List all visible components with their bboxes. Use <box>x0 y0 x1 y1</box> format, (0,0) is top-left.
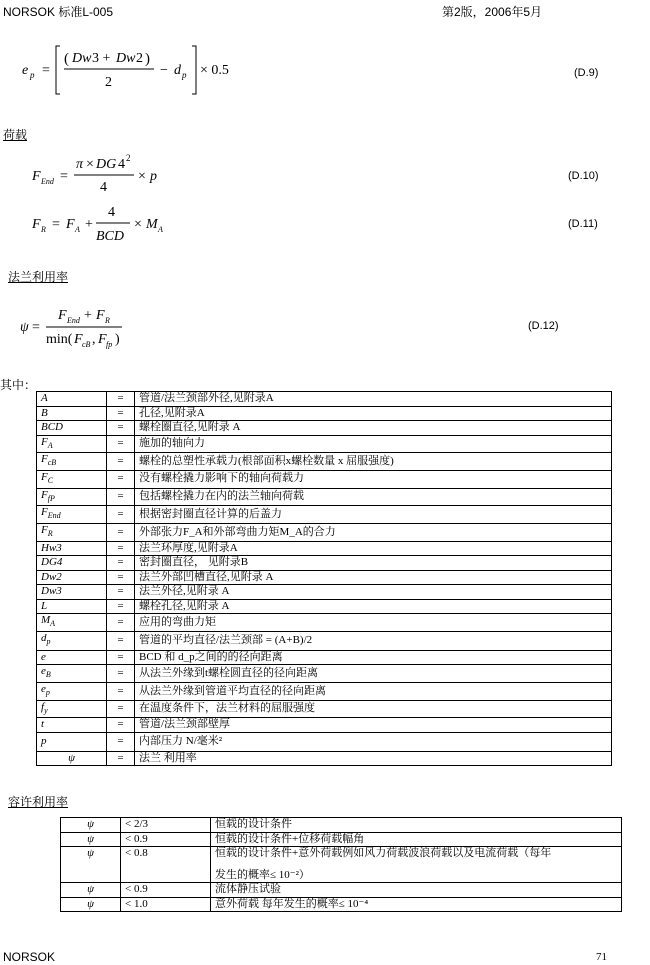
symbol-cell: ψ <box>61 883 121 898</box>
equals-cell: = <box>107 614 135 632</box>
description-cell: 在温度条件下，法兰材料的屈服强度 <box>135 700 612 718</box>
limit-cell: < 2/3 <box>121 818 211 833</box>
symbol-row <box>37 421 612 436</box>
svg-text:): ) <box>115 332 120 347</box>
equation-number-d10: (D.10) <box>568 170 599 182</box>
symbol-cell: B <box>37 406 107 421</box>
equals-cell: = <box>107 470 135 488</box>
allowable-table <box>60 817 622 912</box>
header-left: NORSOK 标准L-005 <box>3 5 114 19</box>
svg-text:F: F <box>96 308 105 323</box>
symbol-row <box>37 665 612 683</box>
equals-cell: = <box>107 631 135 650</box>
allowable-row <box>61 897 622 912</box>
svg-text:End: End <box>67 316 80 325</box>
condition-cell <box>211 897 622 912</box>
symbol-row <box>37 435 612 453</box>
symbol-cell: $f_y$ <box>37 700 107 718</box>
equals-cell: = <box>107 453 135 471</box>
svg-text:p: p <box>150 169 157 184</box>
symbol-row <box>37 650 612 665</box>
condition-text: 恒载的设计条件+意外荷载例如风力荷载波浪荷载以及电流荷载（每年 <box>215 847 552 859</box>
svg-text:4: 4 <box>118 157 125 172</box>
equals-cell: = <box>107 683 135 701</box>
symbol-cell: L <box>37 599 107 614</box>
symbol-row <box>37 614 612 632</box>
symbol-cell: $F_C$ <box>37 470 107 488</box>
svg-text:4: 4 <box>100 180 107 195</box>
svg-text:fp: fp <box>106 340 113 349</box>
footer-left: NORSOK <box>3 950 56 964</box>
symbol-cell: $F_{End}$ <box>37 506 107 524</box>
symbol-row <box>37 453 612 471</box>
svg-text:A: A <box>75 225 80 234</box>
svg-text:End: End <box>41 177 54 186</box>
svg-text:DG: DG <box>96 157 117 172</box>
equals-cell: = <box>107 665 135 683</box>
svg-text:F: F <box>32 169 41 184</box>
symbol-row <box>37 406 612 421</box>
svg-text:+: + <box>85 217 93 232</box>
symbol-row <box>37 683 612 701</box>
svg-text:×: × <box>134 217 142 232</box>
svg-text:F: F <box>32 217 41 232</box>
svg-text:3 +: 3 + <box>92 51 111 66</box>
description-cell: 内部压力 N/毫米² <box>135 732 612 751</box>
symbol-row <box>37 506 612 524</box>
description-cell: 法兰外部凹槽直径,见附录 A <box>135 570 612 585</box>
equation-d12 <box>18 303 178 353</box>
svg-text:F: F <box>58 308 67 323</box>
svg-text:R: R <box>105 316 110 325</box>
equation-d9-graphic <box>20 38 300 98</box>
equals-cell: = <box>107 506 135 524</box>
svg-text:BCD: BCD <box>96 229 124 244</box>
description-cell: 应用的弯曲力矩 <box>135 614 612 632</box>
symbol-cell: $F_R$ <box>37 523 107 541</box>
equals-cell: = <box>107 599 135 614</box>
limit-cell: < 0.8 <box>121 847 211 883</box>
symbol-row <box>37 732 612 751</box>
condition-text: 意外荷载 每年发生的概率≤ 10⁻⁴ <box>215 897 369 910</box>
symbol-row <box>37 718 612 733</box>
equals-cell: = <box>107 556 135 571</box>
equals-cell: = <box>107 421 135 436</box>
equation-number-d9: (D.9) <box>574 67 599 79</box>
symbol-row <box>37 700 612 718</box>
svg-text:F: F <box>66 217 75 232</box>
header-right: 第2版，2006年5月 <box>442 5 543 19</box>
symbol-cell: Hw3 <box>37 541 107 556</box>
equals-cell: = <box>107 700 135 718</box>
symbol-row <box>37 751 612 766</box>
condition-text: 恒载的设计条件 <box>215 818 292 830</box>
symbol-row <box>37 585 612 600</box>
svg-text:M: M <box>146 217 158 232</box>
equation-d11-graphic <box>30 200 250 248</box>
symbol-row <box>37 392 612 407</box>
page-number: 71 <box>596 951 607 963</box>
limit-cell: < 0.9 <box>121 832 211 847</box>
limit-cell: < 0.9 <box>121 883 211 898</box>
where-label: 其中： <box>0 378 37 392</box>
svg-text:π: π <box>76 157 84 172</box>
svg-text:,: , <box>92 332 96 347</box>
description-cell: 施加的轴向力 <box>135 435 612 453</box>
equals-cell: = <box>107 406 135 421</box>
equals-cell: = <box>107 435 135 453</box>
description-cell: 包括螺栓撬力在内的法兰轴向荷载 <box>135 488 612 506</box>
equals-cell: = <box>107 650 135 665</box>
symbol-cell: $M_A$ <box>37 614 107 632</box>
symbol-cell: Dw2 <box>37 570 107 585</box>
equals-cell: = <box>107 488 135 506</box>
svg-text:e: e <box>22 63 29 78</box>
symbol-row <box>37 541 612 556</box>
symbol-cell: ψ <box>61 847 121 883</box>
svg-text:Dw: Dw <box>72 51 92 66</box>
svg-text:2: 2 <box>126 153 131 163</box>
symbol-cell: ψ <box>61 832 121 847</box>
symbol-row <box>37 523 612 541</box>
description-cell: 管道/法兰颈部外径,见附录A <box>135 392 612 407</box>
symbol-row <box>37 570 612 585</box>
symbol-row <box>37 556 612 571</box>
description-cell: 管道/法兰颈部壁厚 <box>135 718 612 733</box>
equals-cell: = <box>107 718 135 733</box>
symbol-cell: t <box>37 718 107 733</box>
limit-cell: < 1.0 <box>121 897 211 912</box>
svg-text:R: R <box>41 225 46 234</box>
symbol-cell: BCD <box>37 421 107 436</box>
svg-text:p: p <box>30 70 35 80</box>
svg-text:d: d <box>174 63 181 78</box>
description-cell: 管道的平均直径/法兰颈部 = (A+B)/2 <box>135 631 612 650</box>
description-cell: 法兰 利用率 <box>135 751 612 766</box>
symbol-cell: A <box>37 392 107 407</box>
svg-text:=: = <box>42 63 50 78</box>
equals-cell: = <box>107 392 135 407</box>
svg-text:×: × <box>138 169 146 184</box>
svg-text:F: F <box>98 332 107 347</box>
equals-cell: = <box>107 523 135 541</box>
allowable-row <box>61 818 622 833</box>
svg-text:=: = <box>32 320 40 335</box>
svg-text:F: F <box>74 332 83 347</box>
symbol-cell: ψ <box>61 818 121 833</box>
equals-cell: = <box>107 570 135 585</box>
svg-text:2: 2 <box>136 51 143 66</box>
svg-text:+: + <box>84 308 92 323</box>
equation-d9 <box>20 38 300 98</box>
description-cell: 根据密封圈直径计算的后盖力 <box>135 506 612 524</box>
condition-cell <box>211 883 622 898</box>
symbol-row <box>37 631 612 650</box>
svg-text:=: = <box>60 169 68 184</box>
symbol-cell: $e_B$ <box>37 665 107 683</box>
symbol-cell: $F_{cB}$ <box>37 453 107 471</box>
svg-text:cB: cB <box>82 340 91 349</box>
description-cell: 孔径,见附录A <box>135 406 612 421</box>
symbol-row <box>37 488 612 506</box>
equation-d11 <box>30 200 250 248</box>
description-cell: 从法兰外缘到管道平均直径的径向距离 <box>135 683 612 701</box>
symbol-row <box>37 599 612 614</box>
description-cell: 螺栓的总塑性承载力(根部面积x螺栓数量 x 屈服强度) <box>135 453 612 471</box>
equals-cell: = <box>107 541 135 556</box>
symbol-cell: Dw3 <box>37 585 107 600</box>
svg-text:min(: min( <box>46 332 73 347</box>
symbol-cell: ψ <box>61 897 121 912</box>
symbol-cell: $F_{fP}$ <box>37 488 107 506</box>
condition-text: 恒载的设计条件+位移荷载幅角 <box>215 832 365 845</box>
svg-text:−: − <box>160 63 168 78</box>
svg-text:p: p <box>182 70 187 80</box>
description-cell: 螺栓圈直径,见附录 A <box>135 421 612 436</box>
condition-cell <box>211 847 622 883</box>
svg-text:): ) <box>145 51 150 67</box>
description-cell: 外部张力F_A和外部弯曲力矩M_A的合力 <box>135 523 612 541</box>
symbol-cell: DG4 <box>37 556 107 571</box>
condition-text: 流体静压试验 <box>215 883 281 895</box>
svg-text:× 0.5: × 0.5 <box>200 63 229 78</box>
symbol-row <box>37 470 612 488</box>
symbol-cell: e <box>37 650 107 665</box>
equation-d10 <box>30 150 230 198</box>
symbol-cell: ψ <box>37 751 107 766</box>
allowable-row <box>61 847 622 883</box>
description-cell: BCD 和 d_p之间的的径向距离 <box>135 650 612 665</box>
heading-load: 荷载 <box>3 128 28 142</box>
equation-d12-graphic <box>18 303 178 353</box>
equation-number-d12: (D.12) <box>528 320 559 332</box>
description-cell: 从法兰外缘到t螺栓圆直径的径向距离 <box>135 665 612 683</box>
heading-allowable: 容许利用率 <box>8 795 69 809</box>
description-cell: 螺栓孔径,见附录 A <box>135 599 612 614</box>
svg-text:ψ: ψ <box>20 320 29 335</box>
allowable-row <box>61 832 622 847</box>
description-cell: 没有螺栓撬力影响下的轴向荷载力 <box>135 470 612 488</box>
allowable-row <box>61 883 622 898</box>
equals-cell: = <box>107 751 135 766</box>
description-cell: 法兰外径,见附录 A <box>135 585 612 600</box>
symbols-table <box>36 391 612 766</box>
equals-cell: = <box>107 732 135 751</box>
svg-text:×: × <box>86 157 94 172</box>
svg-text:2: 2 <box>105 75 112 90</box>
equation-d10-graphic <box>30 150 230 198</box>
description-cell: 法兰环厚度,见附录A <box>135 541 612 556</box>
symbol-cell: $e_p$ <box>37 683 107 701</box>
svg-text:Dw: Dw <box>116 51 136 66</box>
symbol-cell: $d_p$ <box>37 631 107 650</box>
heading-utilization: 法兰利用率 <box>8 270 69 284</box>
svg-text:(: ( <box>64 51 69 67</box>
symbol-cell: $F_A$ <box>37 435 107 453</box>
svg-text:4: 4 <box>108 205 115 220</box>
description-cell: 密封圈直径， 见附录B <box>135 556 612 571</box>
equation-number-d11: (D.11) <box>568 218 598 230</box>
svg-text:A: A <box>158 225 163 234</box>
svg-text:=: = <box>52 217 60 232</box>
equals-cell: = <box>107 585 135 600</box>
condition-cell <box>211 818 622 833</box>
condition-text-continued: 发生的概率≤ 10⁻²） <box>215 868 310 881</box>
symbol-cell: p <box>37 732 107 751</box>
condition-cell <box>211 832 622 847</box>
